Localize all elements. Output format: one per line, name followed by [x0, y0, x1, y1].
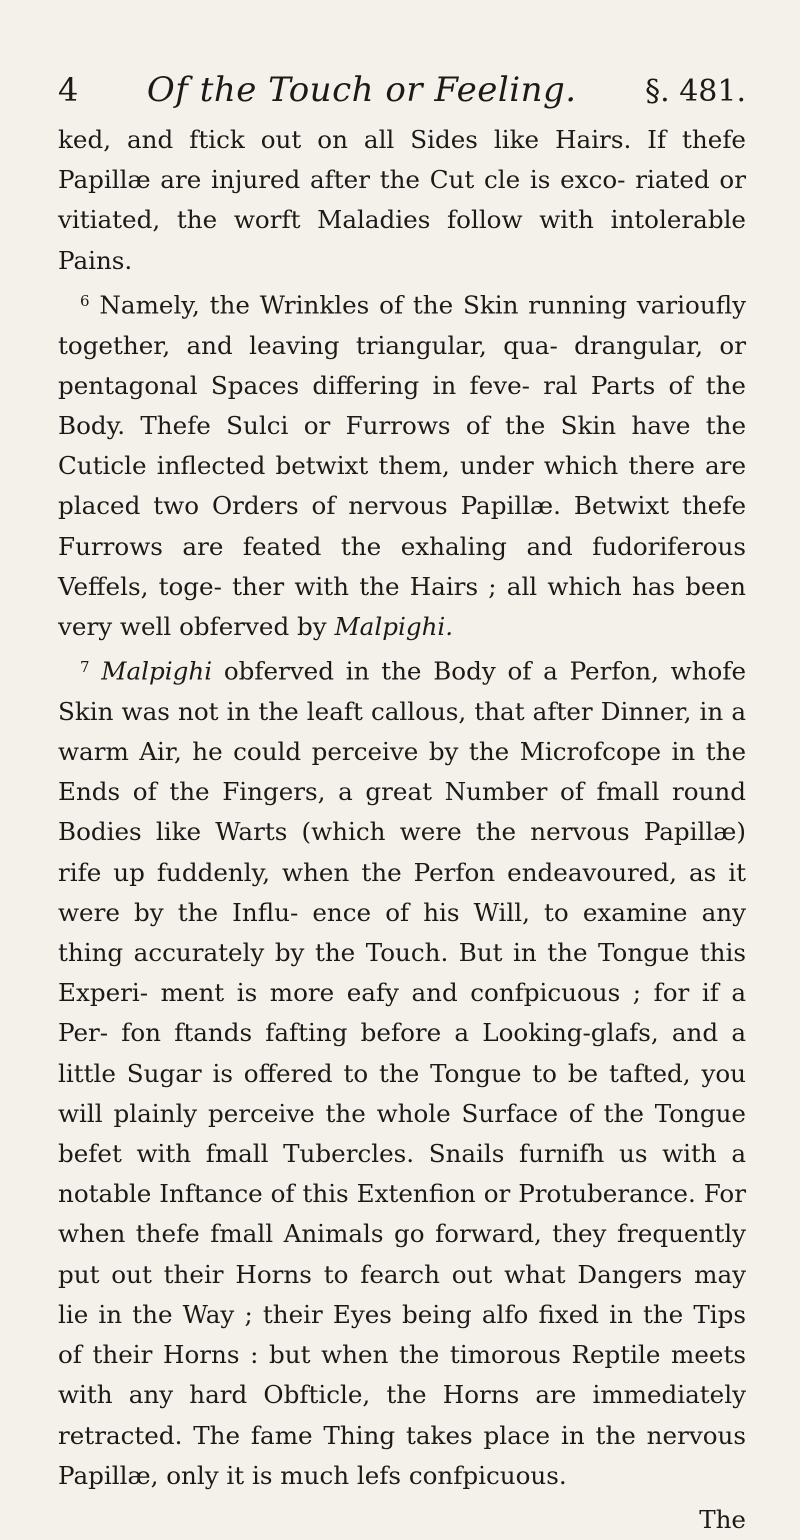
- paragraph-3: [58, 647, 746, 1496]
- catchword: The: [699, 1504, 746, 1534]
- paragraph-2-text: Namely, the Wrinkles of the Skin running varioufly together, and leaving triangular, qua- drangular, or pentagonal Spaces differing in feve- ral Parts of the Body. Thefe Sulci or Furrows of the Skin have the Cuticle inflected betwixt them, under which there are placed two Orders of nervous Papillæ. Betwixt thefe Furrows are feated the exhaling and fudoriferous Veffels, toge- ther with the Hairs ; all which has been very well obferved by: [58, 290, 746, 641]
- page-body: [58, 120, 746, 1496]
- author-name: Malpighi: [89, 656, 213, 686]
- author-name: Malpighi.: [334, 611, 454, 641]
- paragraph-3-text: obferved in the Body of a Perfon, whofe Skin was not in the leaft callous, that after Dinner, in a warm Air, he could perceive by the Microfcope in the Ends of the Fingers, a great Number of fmall round Bodies like Warts (which were the nervous Papillæ) rife up fuddenly, when the Perfon endeavoured, as it were by the Influ- ence of his Will, to examine any thing accurately by the Touch. But in the Tongue this Experi- ment is more eafy and confpicuous ; for if a Per- fon ftands fafting before a Looking-glafs, and a little Sugar is offered to the Tongue to be tafted, you will plainly perceive the whole Surface of the Tongue befet with fmall Tubercles. Snails furnifh us with a notable Inftance of this Extenfion or Protuberance. For when thefe fmall Animals go forward, they frequently put out their Horns to fearch out what Dangers may lie in the Way ; their Eyes being alfo fixed in the Tips of their Horns : but when the timorous Reptile meets with any hard Obfticle, the Horns are immediately retracted. The fame Thing takes place in the nervous Papillæ, only it is much lefs confpicuous.: [58, 656, 746, 1490]
- note-marker-6: 6: [80, 291, 90, 310]
- paragraph-2: [58, 281, 746, 647]
- paragraph-1: ked, and ftick out on all Sides like Hairs. If thefe Papillæ are injured after the Cut cle is exco- riated or vitiated, the worft Maladies follow with intolerable Pains.: [58, 125, 746, 275]
- running-header: [58, 0, 746, 116]
- note-marker-7: 7: [80, 658, 90, 677]
- page-number: 4: [58, 71, 79, 109]
- section-number: §. 481.: [645, 74, 746, 109]
- running-title: Of the Touch or Feeling.: [146, 70, 577, 110]
